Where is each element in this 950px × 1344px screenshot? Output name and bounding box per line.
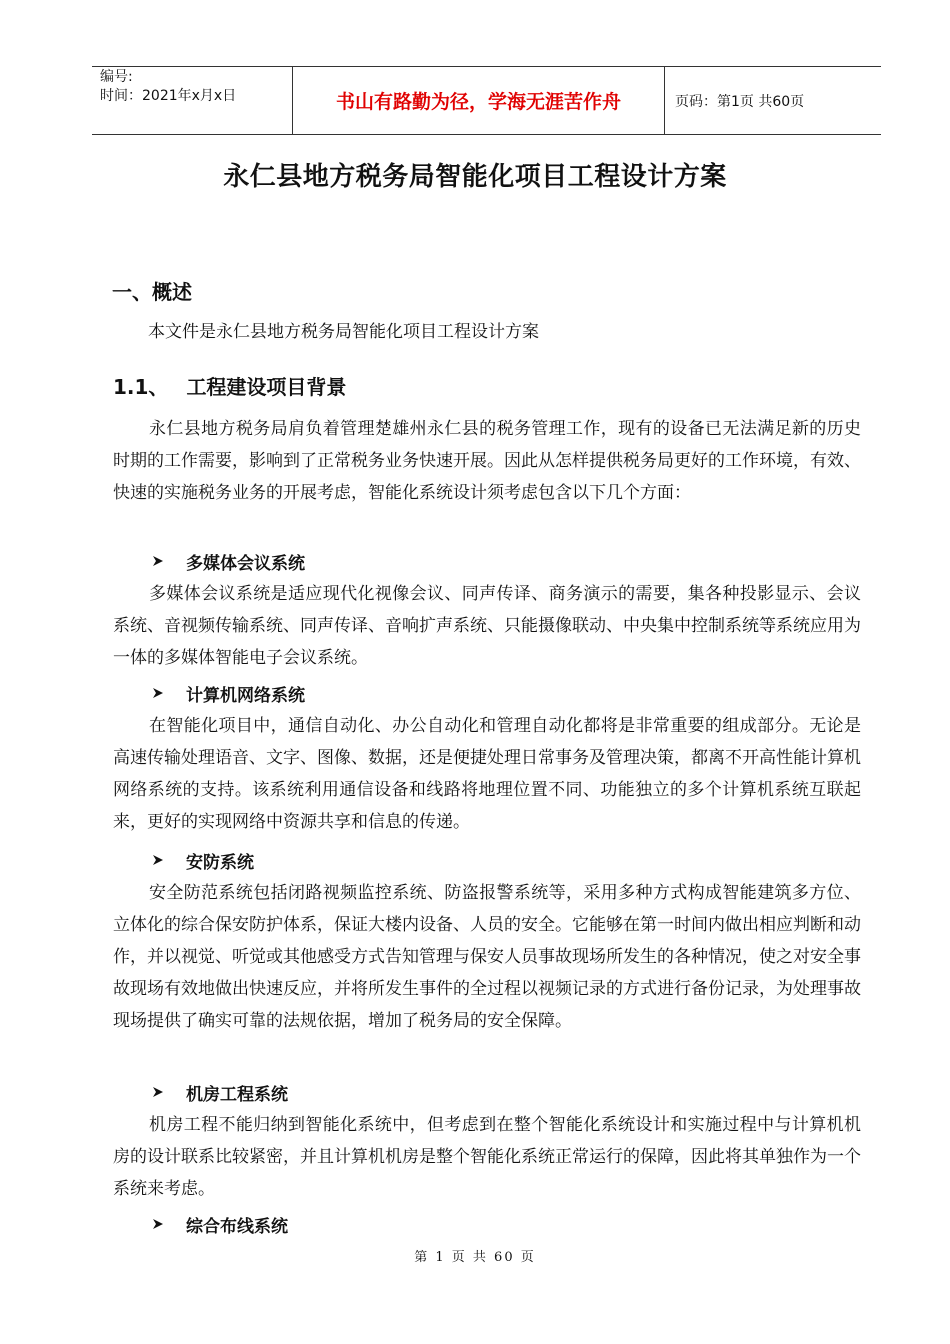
overview-intro-text: 本文件是永仁县地方税务局智能化项目工程设计方案 [148, 322, 539, 342]
header-page-info: 页码：第1页 共60页 [675, 93, 805, 110]
page-header [92, 66, 881, 135]
bullet-item [152, 1080, 288, 1105]
item-paragraph: 在智能化项目中，通信自动化、办公自动化和管理自动化都将是非常重要的组成部分。无论是高速传输处理语音、文字、图像、数据，还是便捷处理日常事务及管理决策，都离不开高性能计算机网络系统的支持。该系统利用通信设备和线路将地理位置不同、功能独立的多个计算机系统互联起来，更好的实现网络中资源共享和信息的传递。 [113, 716, 861, 832]
bullet-item [152, 848, 254, 873]
document-number-label: 编号: [100, 69, 133, 85]
document-title: 永仁县地方税务局智能化项目工程设计方案 [223, 162, 727, 192]
arrowhead-bullet-icon [152, 685, 172, 703]
bullet-item [152, 681, 305, 706]
arrowhead-bullet-icon [152, 1084, 172, 1102]
background-paragraph: 永仁县地方税务局肩负着管理楚雄州永仁县的税务管理工作，现有的设备已无法满足新的历史时期的工作需要，影响到了正常税务业务快速开展。因此从怎样提供税务局更好的工作环境，有效、快速的实施税务业务的开展考虑，智能化系统设计须考虑包含以下几个方面： [113, 419, 861, 503]
section-heading-overview: 一、概述 [112, 280, 192, 304]
section-title: 工程建设项目背景 [186, 375, 347, 399]
item-paragraph: 机房工程不能归纳到智能化系统中，但考虑到在整个智能化系统设计和实施过程中与计算机机房的设计联系比较紧密，并且计算机机房是整个智能化系统正常运行的保障，因此将其单独作为一个系统来考虑。 [113, 1115, 861, 1199]
arrowhead-bullet-icon [152, 1216, 172, 1234]
arrowhead-bullet-icon [152, 852, 172, 870]
page-footer: 第 1 页 共 60 页 [414, 1250, 536, 1265]
section-heading-background [113, 371, 346, 400]
bullet-title: 综合布线系统 [186, 1217, 288, 1237]
item-paragraph: 安全防范系统包括闭路视频监控系统、防盗报警系统等，采用多种方式构成智能建筑多方位、立体化的综合保安防护体系，保证大楼内设备、人员的安全。它能够在第一时间内做出相应判断和动作，并以视觉、听觉或其他感受方式告知管理与保安人员事故现场所发生的各种情况，使之对安全事故现场有效地做出快速反应，并将所发生事件的全过程以视频记录的方式进行备份记录，为处理事故现场提供了确实可靠的法规依据，增加了税务局的安全保障。 [113, 883, 861, 1031]
bullet-item [152, 1212, 288, 1237]
item-paragraph: 多媒体会议系统是适应现代化视像会议、同声传译、商务演示的需要，集各种投影显示、会议系统、音视频传输系统、同声传译、音响扩声系统、只能摄像联动、中央集中控制系统等系统应用为一体的多媒体智能电子会议系统。 [113, 584, 861, 668]
bullet-title: 多媒体会议系统 [186, 554, 305, 574]
bullet-item [152, 549, 305, 574]
bullet-title: 安防系统 [186, 853, 254, 873]
bullet-title: 计算机网络系统 [186, 686, 305, 706]
bullet-title: 机房工程系统 [186, 1085, 288, 1105]
header-meta [92, 67, 293, 134]
arrowhead-bullet-icon [152, 553, 172, 571]
document-time-label: 时间：2021年x月x日 [100, 88, 237, 104]
header-motto: 书山有路勤为径，学海无涯苦作舟 [293, 67, 665, 134]
section-number: 1.1、 [113, 375, 169, 399]
